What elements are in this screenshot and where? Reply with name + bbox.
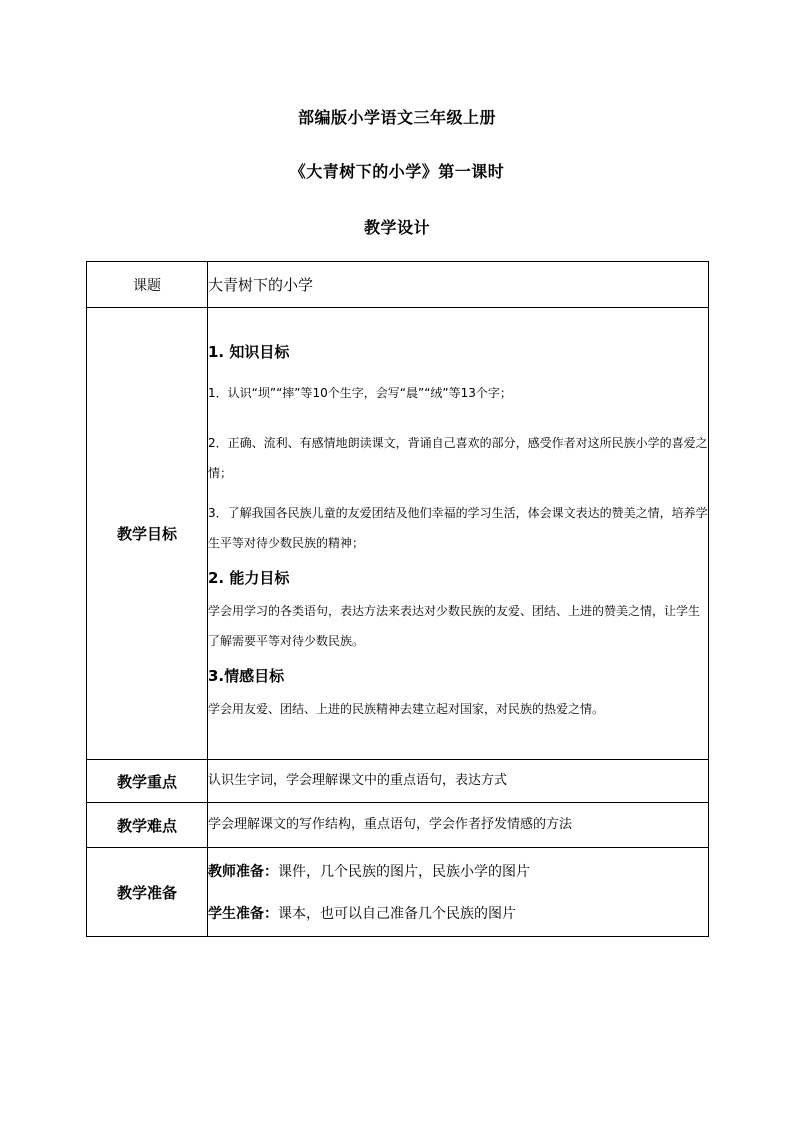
ability-text: 学会用学习的各类语句，表达方法来表达对少数民族的友爱、团结、上进的赞美之情，让学生了解需要平等对待少数民族。 [208, 603, 701, 648]
topic-value: 大青树下的小学 [208, 262, 709, 308]
table-row-key-points [87, 760, 709, 803]
student-prep-label: 学生准备： [208, 906, 278, 922]
knowledge-item-3: 3．了解我国各民族儿童的友爱团结及他们幸福的学习生活，体会课文表达的赞美之情，培养学生平等对待少数民族的精神； [208, 505, 708, 550]
difficulties-value: 学会理解课文的写作结构，重点语句，学会作者抒发情感的方法 [208, 803, 709, 848]
objectives-label: 教学目标 [87, 308, 208, 760]
knowledge-item-2: 2．正确、流利、有感情地朗读课文，背诵自己喜欢的部分，感受作者对这所民族小学的喜爱之情； [208, 435, 708, 480]
lesson-plan-table [86, 261, 709, 937]
key-points-value: 认识生字词，学会理解课文中的重点语句，表达方式 [208, 760, 709, 803]
emotion-heading: 3.情感目标 [208, 666, 285, 685]
teacher-prep-value: 课件，几个民族的图片，民族小学的图片 [278, 864, 530, 880]
teacher-prep-label: 教师准备： [208, 864, 278, 880]
table-row-topic [87, 262, 709, 308]
difficulties-label: 教学难点 [87, 803, 208, 848]
topic-label: 课题 [87, 262, 208, 308]
table-row-difficulties [87, 803, 709, 848]
doc-title-line3: 教学设计 [363, 218, 430, 237]
key-points-label: 教学重点 [87, 760, 208, 803]
table-row-objectives [87, 308, 709, 760]
knowledge-item-1: 1．认识“坝”“摔”等10个生字，会写“晨”“绒”等13个字； [208, 385, 512, 400]
ability-heading: 2. 能力目标 [208, 568, 290, 587]
student-prep-value: 课本，也可以自己准备几个民族的图片 [278, 906, 516, 922]
table-row-preparation [87, 848, 709, 937]
objectives-content [208, 308, 709, 760]
doc-title-line2: 《大青树下的小学》第一课时 [289, 162, 505, 181]
student-prep [208, 903, 708, 925]
emotion-text: 学会用友爱、团结、上进的民族精神去建立起对国家，对民族的热爱之情。 [208, 701, 605, 716]
knowledge-heading: 1. 知识目标 [208, 342, 290, 361]
preparation-content [208, 848, 709, 937]
preparation-label: 教学准备 [87, 848, 208, 937]
teacher-prep [208, 861, 708, 883]
doc-title-line1: 部编版小学语文三年级上册 [297, 108, 496, 127]
